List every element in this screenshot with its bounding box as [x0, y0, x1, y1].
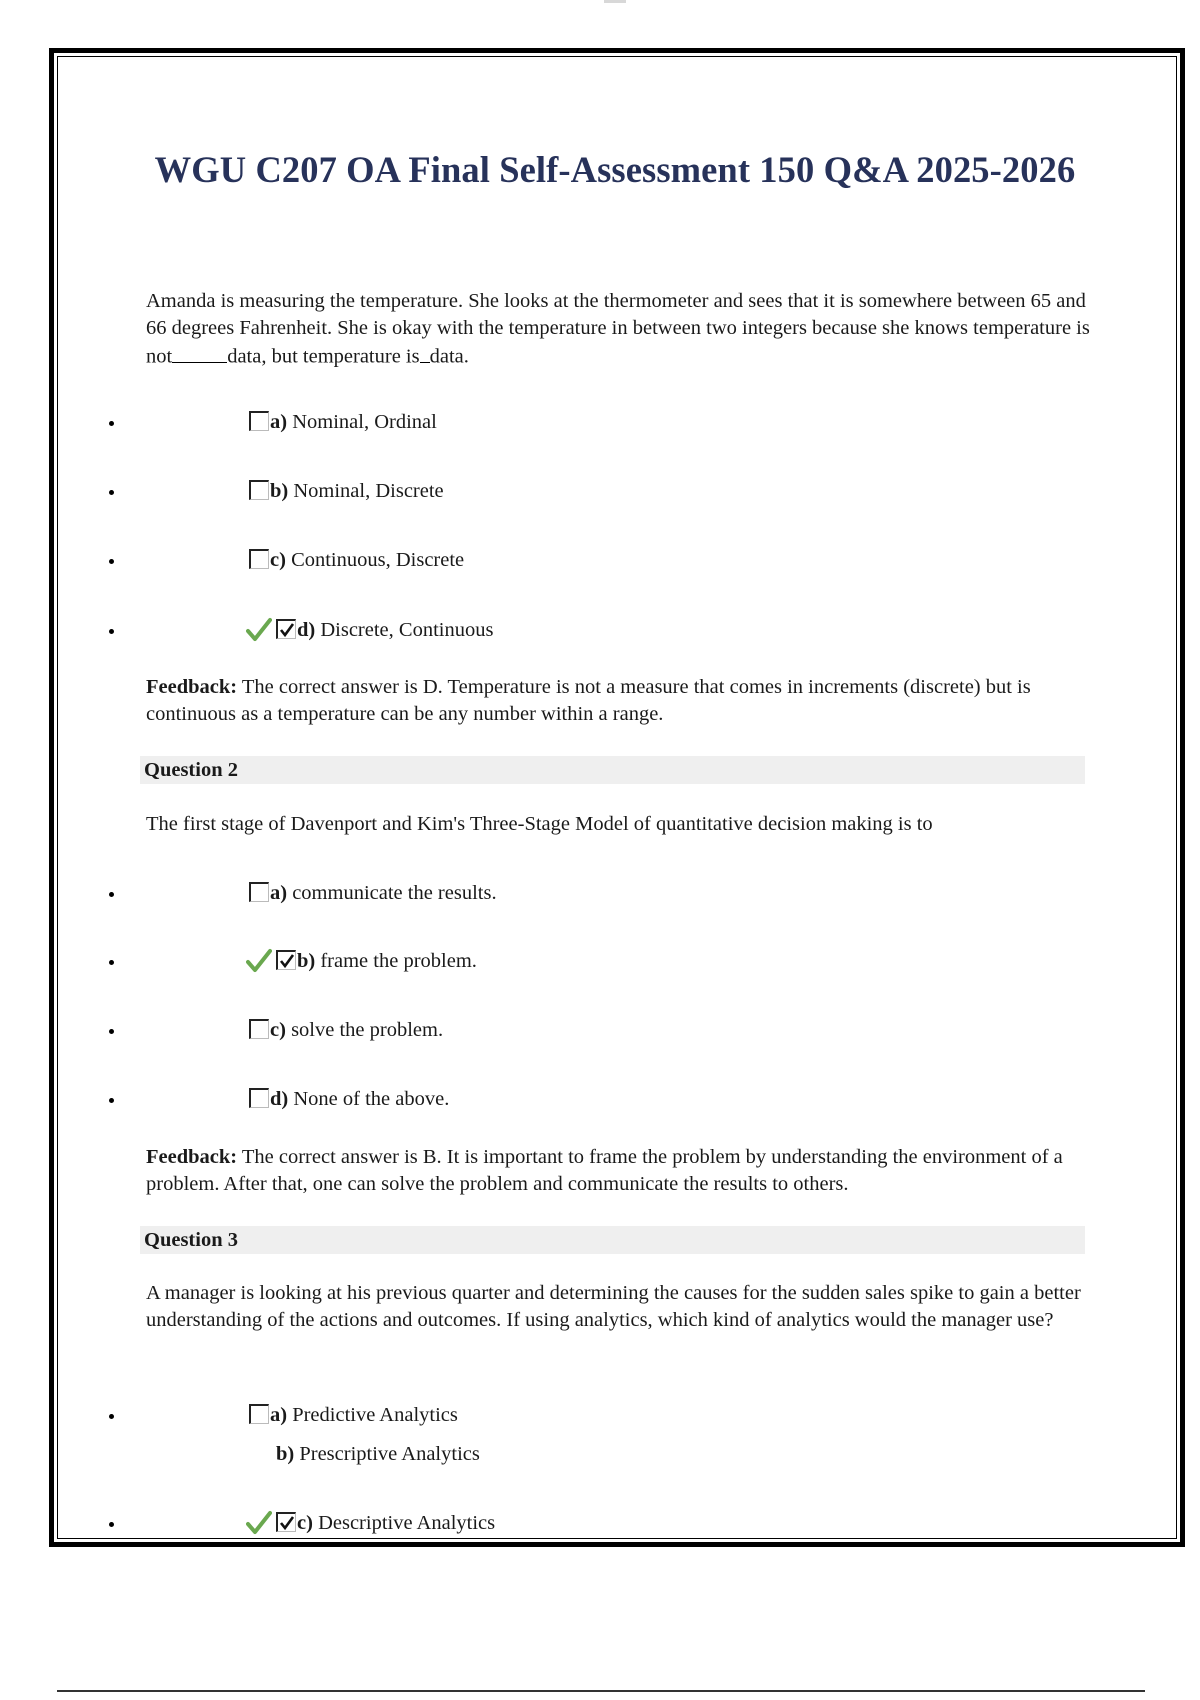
option-letter: b)	[297, 950, 316, 972]
bullet	[109, 1522, 114, 1527]
question-1-option-c[interactable]	[0, 546, 1200, 576]
option-text: Prescriptive Analytics	[299, 1443, 480, 1465]
option-text: Nominal, Discrete	[293, 480, 444, 502]
correct-checkmark-icon	[246, 617, 272, 643]
unchecked-checkbox-icon[interactable]	[249, 549, 269, 569]
option-text: Nominal, Ordinal	[292, 411, 437, 433]
page-title: WGU C207 OA Final Self-Assessment 150 Q&A 2025-2026	[154, 149, 1076, 190]
correct-checkmark-icon	[246, 1510, 272, 1536]
bullet	[109, 1098, 114, 1103]
question-3-option-b[interactable]	[0, 1440, 1200, 1470]
footer-rule	[57, 1690, 1145, 1692]
option-text: Discrete, Continuous	[320, 619, 494, 641]
option-letter: c)	[297, 1512, 313, 1534]
checked-checkbox-icon[interactable]	[276, 950, 296, 970]
option-letter: c)	[270, 1019, 286, 1041]
option-letter: a)	[270, 882, 288, 904]
feedback-label: Feedback:	[146, 1146, 238, 1168]
option-letter: b)	[276, 1443, 295, 1465]
option-text: None of the above.	[293, 1088, 450, 1110]
question-3-text: A manager is looking at his previous quarter and determining the causes for the sudden sales spike to gain a better understanding of the actions and outcomes. If using analytics, which kind of analytics would the manager use?	[146, 1282, 1081, 1331]
option-letter: a)	[270, 1404, 288, 1426]
question-3-option-c[interactable]	[0, 1509, 1200, 1539]
question-1-option-a[interactable]	[0, 408, 1200, 438]
option-text: communicate the results.	[292, 882, 497, 904]
question-1-option-b[interactable]	[0, 477, 1200, 507]
option-text: Descriptive Analytics	[318, 1512, 496, 1534]
option-text: Continuous, Discrete	[291, 549, 465, 571]
question-2-option-c[interactable]	[0, 1016, 1200, 1046]
feedback-label: Feedback:	[146, 676, 238, 698]
checked-checkbox-icon[interactable]	[276, 1512, 296, 1532]
bullet	[109, 559, 114, 564]
question-2-option-d[interactable]	[0, 1085, 1200, 1115]
unchecked-checkbox-icon[interactable]	[249, 411, 269, 431]
fill-blank-1	[172, 341, 227, 363]
unchecked-checkbox-icon[interactable]	[249, 480, 269, 500]
unchecked-checkbox-icon[interactable]	[249, 1019, 269, 1039]
bullet	[109, 1029, 114, 1034]
option-text: frame the problem.	[320, 950, 477, 972]
question-1-text-part3: data.	[429, 345, 469, 368]
option-text: Predictive Analytics	[292, 1404, 458, 1426]
page-top-mark	[604, 0, 626, 3]
fill-blank-2	[420, 341, 430, 363]
bullet	[109, 1414, 114, 1419]
option-letter: b)	[270, 480, 289, 502]
option-text: solve the problem.	[291, 1019, 444, 1041]
question-3-option-a[interactable]	[0, 1401, 1200, 1431]
question-1-feedback	[146, 674, 1096, 727]
question-3-header: Question 3	[140, 1226, 1085, 1254]
unchecked-checkbox-icon[interactable]	[249, 882, 269, 902]
unchecked-checkbox-icon[interactable]	[249, 1088, 269, 1108]
bullet	[109, 421, 114, 426]
checked-checkbox-icon[interactable]	[276, 619, 296, 639]
correct-checkmark-icon	[246, 948, 272, 974]
option-letter: c)	[270, 549, 286, 571]
question-2-option-b[interactable]	[0, 947, 1200, 977]
bullet	[109, 892, 114, 897]
question-1-text-part1: Amanda is measuring the temperature. She looks at the thermometer and sees that it is somewhere between 65 and 66 degrees Fahrenheit. She is okay with the temperature in between two integers because she knows temperature is not	[146, 290, 1090, 368]
bullet	[109, 960, 114, 965]
option-letter: d)	[270, 1088, 289, 1110]
question-2-option-a[interactable]	[0, 879, 1200, 909]
feedback-text: The correct answer is B. It is important to frame the problem by understanding the environment of a problem. After that, one can solve the problem and communicate the results to others.	[146, 1146, 1063, 1195]
question-2-text: The first stage of Davenport and Kim's Three-Stage Model of quantitative decision making is to	[146, 813, 933, 835]
bullet	[109, 629, 114, 634]
unchecked-checkbox-icon[interactable]	[249, 1404, 269, 1424]
question-2-feedback	[146, 1144, 1096, 1197]
question-2-header: Question 2	[140, 756, 1085, 784]
option-letter: a)	[270, 411, 288, 433]
question-1-text	[146, 288, 1096, 370]
bullet	[109, 490, 114, 495]
question-1-text-part2: data, but temperature is	[227, 345, 420, 368]
option-letter: d)	[297, 619, 316, 641]
feedback-text: The correct answer is D. Temperature is not a measure that comes in increments (discrete) but is continuous as a temperature can be any number within a range.	[146, 676, 1031, 725]
question-1-option-d[interactable]	[0, 616, 1200, 646]
